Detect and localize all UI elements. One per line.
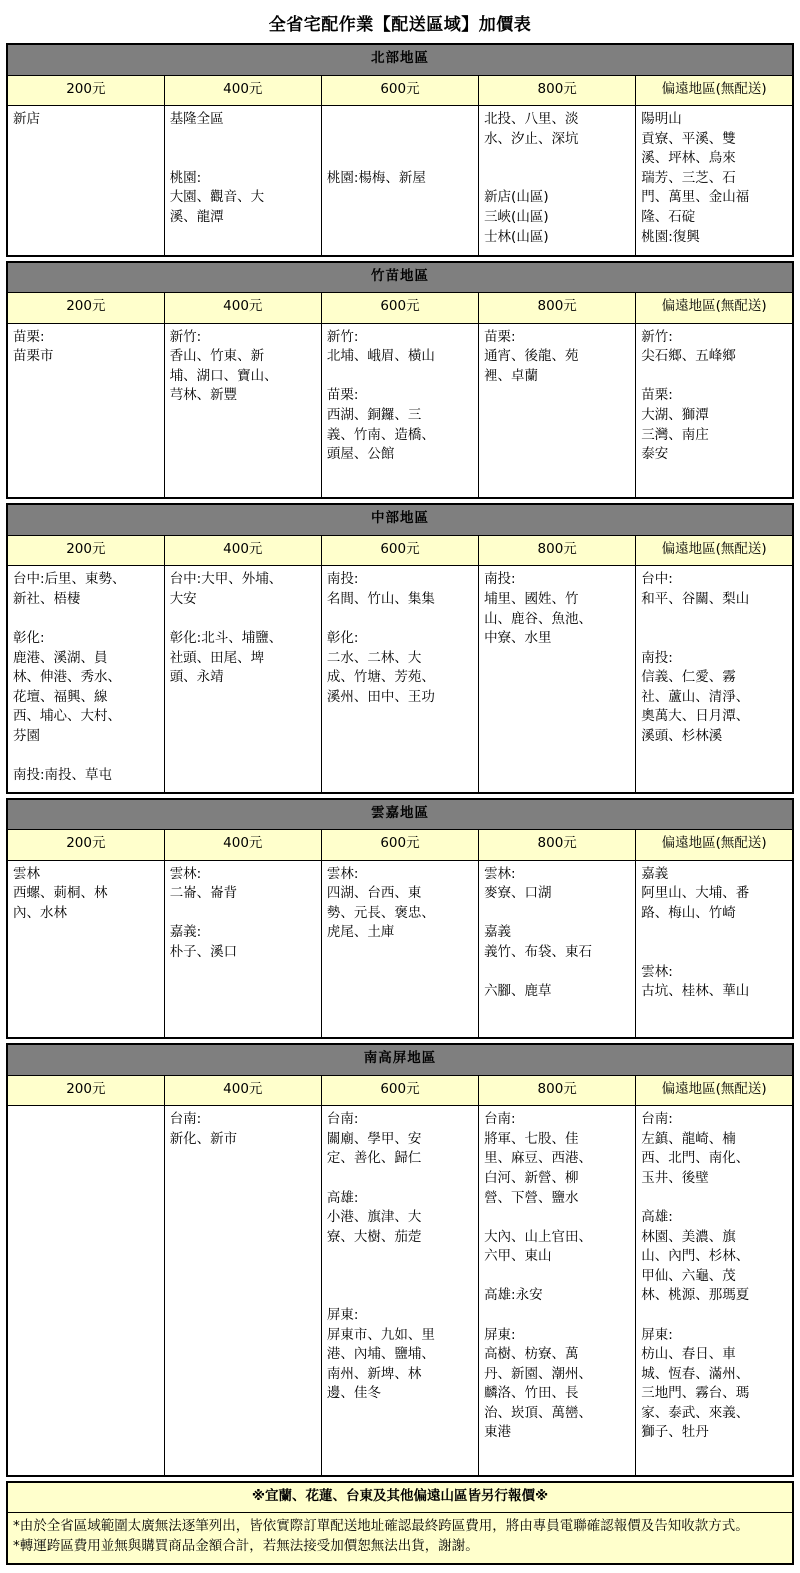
cell-line bbox=[13, 1110, 159, 1130]
cell-line: 社、蘆山、清淨、 bbox=[641, 688, 750, 705]
region-table-3 bbox=[6, 798, 794, 1040]
cell-line: 溪、龍潭 bbox=[169, 208, 224, 225]
cell-line: 頭、永靖 bbox=[169, 669, 224, 686]
cell-line: 台南: bbox=[326, 1111, 359, 1128]
cell-line: 名間、竹山、集集 bbox=[326, 590, 435, 607]
region-title-4: 南高屏地區 bbox=[7, 1044, 793, 1075]
cell-line: 麟洛、竹田、長 bbox=[484, 1385, 579, 1402]
cell-line: 南投:南投、草屯 bbox=[13, 767, 113, 783]
cell-line: 雲林 bbox=[13, 865, 40, 882]
cell-line: 朴子、溪口 bbox=[169, 943, 238, 960]
cell-line: 高雄:永安 bbox=[484, 1287, 543, 1304]
region-table-2 bbox=[6, 503, 794, 793]
cell-line bbox=[327, 610, 473, 630]
cell-line: 隆、石碇 bbox=[641, 208, 696, 225]
cell-line: 甲仙、六龜、茂 bbox=[641, 1267, 736, 1284]
cell-line bbox=[327, 1267, 473, 1287]
cell-line: 埔、湖口、寶山、 bbox=[169, 367, 278, 384]
cell-line bbox=[484, 963, 630, 983]
cell-line: 溪、坪林、烏來 bbox=[641, 150, 736, 167]
cell-line: 路、梅山、竹崎 bbox=[641, 904, 736, 921]
price-header-800: 800元 bbox=[479, 293, 636, 324]
cell-line: 古坑、桂林、華山 bbox=[641, 983, 750, 1000]
cell-line: 屏東: bbox=[641, 1326, 673, 1343]
footer-banner-row bbox=[7, 1482, 793, 1513]
cell-line: 埔里、國姓、竹 bbox=[484, 590, 579, 607]
cell-line: 營、下營、鹽水 bbox=[484, 1189, 579, 1206]
price-header-remote: 偏遠地區(無配送) bbox=[636, 1075, 793, 1106]
cell-line bbox=[170, 904, 316, 924]
cell-3-0 bbox=[7, 860, 164, 1038]
cell-line bbox=[327, 149, 473, 169]
cell-line: 屏東: bbox=[484, 1326, 516, 1343]
cell-line: 苗栗: bbox=[13, 328, 45, 345]
cell-3-2 bbox=[321, 860, 478, 1038]
cell-line: 里、麻豆、西港、 bbox=[484, 1150, 593, 1167]
cell-2-0 bbox=[7, 566, 164, 793]
cell-line: 勢、元長、褒忠、 bbox=[326, 904, 435, 921]
cell-0-1 bbox=[164, 106, 321, 256]
cell-line: 小港、旗津、大 bbox=[326, 1209, 422, 1226]
cell-line: 花壇、福興、線 bbox=[13, 688, 108, 705]
region-header-row bbox=[7, 262, 793, 293]
price-header-600: 600元 bbox=[321, 535, 478, 566]
cell-line: 彰化: bbox=[13, 630, 45, 647]
price-header-200: 200元 bbox=[7, 1075, 164, 1106]
cell-line: 北埔、峨眉、橫山 bbox=[326, 348, 435, 365]
region-body-row-4 bbox=[7, 1106, 793, 1476]
price-header-800: 800元 bbox=[479, 1075, 636, 1106]
cell-1-0 bbox=[7, 323, 164, 498]
cell-line bbox=[484, 1267, 630, 1287]
cell-line: 溪頭、杉林溪 bbox=[641, 727, 723, 744]
region-header-row bbox=[7, 44, 793, 75]
cell-line: 定、善化、歸仁 bbox=[326, 1150, 422, 1167]
cell-line: 四湖、台西、東 bbox=[326, 885, 422, 902]
cell-line: 新化、新市 bbox=[169, 1130, 238, 1147]
cell-line: 南投: bbox=[484, 571, 516, 588]
cell-line bbox=[13, 610, 159, 630]
cell-line: 中寮、水里 bbox=[484, 630, 552, 647]
cell-0-3 bbox=[479, 106, 636, 256]
region-table-0 bbox=[6, 43, 794, 257]
cell-line bbox=[641, 1189, 787, 1209]
cell-line: 西螺、莿桐、林 bbox=[13, 885, 108, 902]
cell-line: 桃園:楊梅、新屋 bbox=[326, 169, 426, 186]
cell-line: 溪州、田中、王功 bbox=[326, 688, 435, 705]
region-title-3: 雲嘉地區 bbox=[7, 799, 793, 830]
region-body-row-3 bbox=[7, 860, 793, 1038]
cell-line: 通宵、後龍、苑 bbox=[484, 348, 579, 365]
cell-line: 陽明山 bbox=[641, 111, 682, 128]
cell-line: 內、水林 bbox=[13, 904, 67, 921]
cell-line: 嘉義 bbox=[641, 865, 669, 882]
cell-2-2 bbox=[321, 566, 478, 793]
price-header-400: 400元 bbox=[164, 75, 321, 106]
cell-line: 阿里山、大埔、番 bbox=[641, 885, 750, 902]
cell-line: 左鎮、龍崎、楠 bbox=[641, 1130, 736, 1147]
cell-line: 雲林: bbox=[484, 865, 516, 882]
cell-line bbox=[327, 1169, 473, 1189]
price-header-200: 200元 bbox=[7, 293, 164, 324]
cell-line bbox=[327, 1286, 473, 1306]
price-header-200: 200元 bbox=[7, 830, 164, 861]
cell-line bbox=[170, 610, 316, 630]
cell-line: 雲林: bbox=[326, 865, 359, 882]
cell-line: 新竹: bbox=[169, 328, 202, 345]
price-header-row bbox=[7, 293, 793, 324]
price-header-600: 600元 bbox=[321, 75, 478, 106]
cell-line: 大湖、獅潭 bbox=[641, 407, 709, 423]
cell-0-4 bbox=[636, 106, 793, 256]
cell-3-1 bbox=[164, 860, 321, 1038]
cell-line: 苗栗: bbox=[484, 328, 516, 345]
cell-line: 台中: bbox=[641, 571, 673, 588]
cell-line: 城、恆春、滿州、 bbox=[641, 1365, 750, 1382]
cell-3-4 bbox=[636, 860, 793, 1038]
cell-line: 西湖、銅鑼、三 bbox=[326, 407, 422, 423]
cell-line bbox=[170, 130, 316, 150]
cell-line: 苗栗: bbox=[326, 387, 359, 404]
cell-line: 玉井、後壁 bbox=[641, 1170, 709, 1186]
cell-2-3 bbox=[479, 566, 636, 793]
cell-line: 西、北門、南化、 bbox=[641, 1150, 750, 1167]
cell-line: 大安 bbox=[169, 590, 197, 607]
price-header-800: 800元 bbox=[479, 75, 636, 106]
cell-line bbox=[641, 1306, 787, 1326]
cell-line: 山、內門、杉林、 bbox=[641, 1248, 750, 1265]
cell-line: 高樹、枋寮、萬 bbox=[484, 1346, 579, 1363]
cell-line: 泰安 bbox=[641, 446, 669, 463]
region-body-row-2 bbox=[7, 566, 793, 793]
price-header-800: 800元 bbox=[479, 830, 636, 861]
cell-line: 高雄: bbox=[326, 1189, 359, 1206]
cell-line: 社頭、田尾、埤 bbox=[169, 649, 265, 666]
cell-3-3 bbox=[479, 860, 636, 1038]
cell-line: 台南: bbox=[484, 1111, 516, 1128]
footer-notes bbox=[7, 1513, 793, 1564]
price-header-400: 400元 bbox=[164, 293, 321, 324]
cell-line: 屏東市、九如、里 bbox=[326, 1326, 435, 1343]
cell-line: 丹、新園、潮州、 bbox=[484, 1365, 593, 1382]
footer-note-2: *轉運跨區費用並無與購買商品金額合計，若無法接受加價恕無法出貨，謝謝。 bbox=[13, 1537, 479, 1554]
region-body-row-0 bbox=[7, 106, 793, 256]
price-header-remote: 偏遠地區(無配送) bbox=[636, 535, 793, 566]
cell-2-4 bbox=[636, 566, 793, 793]
cell-line bbox=[13, 746, 159, 766]
region-table-1 bbox=[6, 261, 794, 500]
price-header-row bbox=[7, 75, 793, 106]
cell-line: 關廟、學甲、安 bbox=[326, 1130, 422, 1147]
cell-line: 水、汐止、深坑 bbox=[484, 130, 579, 147]
cell-line: 彰化: bbox=[326, 630, 359, 647]
cell-line: 香山、竹東、新 bbox=[169, 348, 265, 365]
cell-line: 瑞芳、三芝、石 bbox=[641, 169, 736, 186]
cell-line: 台南: bbox=[169, 1111, 202, 1128]
price-header-200: 200元 bbox=[7, 75, 164, 106]
cell-line: 三灣、南庄 bbox=[641, 426, 709, 443]
price-header-400: 400元 bbox=[164, 830, 321, 861]
cell-line: 家、泰武、來義、 bbox=[641, 1404, 750, 1421]
cell-line bbox=[327, 130, 473, 150]
cell-line: 苗栗市 bbox=[13, 348, 54, 365]
price-header-row bbox=[7, 535, 793, 566]
cell-line: 新竹: bbox=[326, 328, 359, 345]
footer-note-1: *由於全省區域範圍太廣無法逐筆列出，皆依實際訂單配送地址確認最終跨區費用，將由專員電聯確認報價及告知收款方式。 bbox=[13, 1518, 749, 1535]
region-title-0: 北部地區 bbox=[7, 44, 793, 75]
cell-line: 西、埔心、大村、 bbox=[13, 708, 121, 725]
cell-line: 頭屋、公館 bbox=[326, 446, 395, 463]
cell-line: 屏東: bbox=[326, 1306, 359, 1323]
cell-4-4 bbox=[636, 1106, 793, 1476]
cell-line bbox=[327, 110, 473, 130]
cell-line bbox=[641, 367, 787, 387]
cell-line: 港、內埔、鹽埔、 bbox=[326, 1346, 435, 1363]
cell-line: 林園、美濃、旗 bbox=[641, 1228, 736, 1245]
cell-line: 桃園: bbox=[169, 169, 202, 186]
cell-line: 貢寮、平溪、雙 bbox=[641, 130, 736, 147]
cell-line bbox=[327, 367, 473, 387]
footer-banner: ※宜蘭、花蓮、台東及其他偏遠山區皆另行報價※ bbox=[7, 1482, 793, 1513]
price-header-600: 600元 bbox=[321, 830, 478, 861]
cell-line: 麥寮、口湖 bbox=[484, 885, 552, 902]
region-table-4 bbox=[6, 1043, 794, 1477]
cell-line: 成、竹塘、芳苑、 bbox=[326, 669, 435, 686]
cell-line bbox=[484, 1208, 630, 1228]
cell-line: 裡、卓蘭 bbox=[484, 367, 539, 384]
cell-line: 大內、山上官田、 bbox=[484, 1228, 593, 1245]
cell-line: 新店(山區) bbox=[484, 189, 549, 206]
cell-line: 和平、谷關、梨山 bbox=[641, 590, 750, 607]
cell-line: 尖石鄉、五峰鄉 bbox=[641, 348, 736, 365]
footer-table bbox=[6, 1481, 794, 1565]
price-header-400: 400元 bbox=[164, 535, 321, 566]
cell-line: 奧萬大、日月潭、 bbox=[641, 708, 750, 725]
cell-line: 嘉義: bbox=[169, 924, 202, 941]
region-header-row bbox=[7, 799, 793, 830]
price-header-800: 800元 bbox=[479, 535, 636, 566]
cell-line bbox=[641, 629, 787, 649]
cell-line: 芬園 bbox=[13, 727, 40, 744]
cell-line: 六腳、鹿草 bbox=[484, 983, 552, 1000]
region-body-row-1 bbox=[7, 323, 793, 498]
cell-line: 六甲、東山 bbox=[484, 1248, 552, 1265]
cell-1-4 bbox=[636, 323, 793, 498]
cell-line bbox=[641, 943, 787, 963]
cell-line: 新竹: bbox=[641, 328, 673, 345]
cell-line: 三峽(山區) bbox=[484, 208, 549, 225]
region-title-2: 中部地區 bbox=[7, 504, 793, 535]
price-header-600: 600元 bbox=[321, 1075, 478, 1106]
cell-line: 南州、新埤、林 bbox=[326, 1365, 422, 1382]
cell-line: 南投: bbox=[326, 571, 359, 588]
cell-line: 南投: bbox=[641, 649, 673, 666]
cell-line: 林、伸港、秀水、 bbox=[13, 669, 121, 686]
cell-line: 義、竹南、造橋、 bbox=[326, 426, 435, 443]
cell-line: 大園、觀音、大 bbox=[169, 189, 265, 206]
cell-line: 治、崁頂、萬巒、 bbox=[484, 1404, 593, 1421]
cell-line: 士林(山區) bbox=[484, 228, 549, 245]
cell-line: 寮、大樹、茄萣 bbox=[326, 1228, 422, 1245]
cell-line: 虎尾、土庫 bbox=[326, 924, 395, 941]
cell-2-1 bbox=[164, 566, 321, 793]
page-title: 全省宅配作業【配送區域】加價表 bbox=[268, 15, 532, 35]
cell-line: 信義、仁愛、霧 bbox=[641, 669, 736, 686]
cell-1-3 bbox=[479, 323, 636, 498]
price-header-row bbox=[7, 1075, 793, 1106]
cell-line: 新社、梧棲 bbox=[13, 590, 81, 607]
cell-line bbox=[327, 1247, 473, 1267]
cell-line bbox=[484, 149, 630, 169]
cell-line: 東港 bbox=[484, 1424, 512, 1441]
cell-0-2 bbox=[321, 106, 478, 256]
cell-line: 基隆全區 bbox=[169, 111, 224, 128]
cell-line: 山、鹿谷、魚池、 bbox=[484, 610, 593, 627]
cell-4-1 bbox=[164, 1106, 321, 1476]
cell-line: 枋山、春日、車 bbox=[641, 1346, 736, 1363]
cell-line: 苗栗: bbox=[641, 387, 673, 404]
cell-line: 雲林: bbox=[641, 963, 673, 980]
footer-notes-row bbox=[7, 1513, 793, 1564]
cell-line: 桃園:復興 bbox=[641, 228, 700, 245]
cell-line bbox=[641, 923, 787, 943]
cell-line: 台中:后里、東勢、 bbox=[13, 571, 126, 588]
price-header-remote: 偏遠地區(無配送) bbox=[636, 830, 793, 861]
cell-line: 門、萬里、金山福 bbox=[641, 189, 750, 206]
price-header-600: 600元 bbox=[321, 293, 478, 324]
cell-line: 雲林: bbox=[169, 865, 202, 882]
region-header-row bbox=[7, 1044, 793, 1075]
price-header-row bbox=[7, 830, 793, 861]
cell-line: 義竹、布袋、東石 bbox=[484, 943, 593, 960]
price-header-remote: 偏遠地區(無配送) bbox=[636, 75, 793, 106]
cell-line: 獅子、牡丹 bbox=[641, 1424, 709, 1441]
cell-line: 二水、二林、大 bbox=[326, 649, 422, 666]
cell-line bbox=[484, 904, 630, 924]
cell-1-2 bbox=[321, 323, 478, 498]
cell-line: 北投、八里、淡 bbox=[484, 111, 579, 128]
cell-4-0 bbox=[7, 1106, 164, 1476]
cell-line: 彰化:北斗、埔鹽、 bbox=[169, 630, 283, 647]
cell-line: 邊、佳冬 bbox=[326, 1385, 381, 1402]
cell-line bbox=[170, 149, 316, 169]
cell-line: 三地門、霧台、瑪 bbox=[641, 1385, 750, 1402]
cell-line: 將軍、七股、佳 bbox=[484, 1130, 579, 1147]
cell-line: 新店 bbox=[13, 111, 40, 128]
cell-line bbox=[484, 1306, 630, 1326]
cell-line: 台南: bbox=[641, 1111, 673, 1128]
region-header-row bbox=[7, 504, 793, 535]
cell-line bbox=[484, 169, 630, 189]
cell-line: 高雄: bbox=[641, 1209, 673, 1226]
cell-line: 二崙、崙背 bbox=[169, 885, 238, 902]
cell-line: 鹿港、溪湖、員 bbox=[13, 649, 108, 666]
cell-line: 白河、新營、柳 bbox=[484, 1170, 579, 1186]
cell-1-1 bbox=[164, 323, 321, 498]
cell-line: 芎林、新豐 bbox=[169, 387, 238, 404]
price-header-400: 400元 bbox=[164, 1075, 321, 1106]
region-title-1: 竹苗地區 bbox=[7, 262, 793, 293]
cell-0-0 bbox=[7, 106, 164, 256]
price-header-remote: 偏遠地區(無配送) bbox=[636, 293, 793, 324]
cell-line: 林、桃源、那瑪夏 bbox=[641, 1287, 750, 1304]
cell-line bbox=[641, 610, 787, 630]
cell-4-3 bbox=[479, 1106, 636, 1476]
cell-line: 台中:大甲、外埔、 bbox=[169, 571, 283, 588]
price-header-200: 200元 bbox=[7, 535, 164, 566]
cell-4-2 bbox=[321, 1106, 478, 1476]
cell-line: 嘉義 bbox=[484, 924, 512, 941]
